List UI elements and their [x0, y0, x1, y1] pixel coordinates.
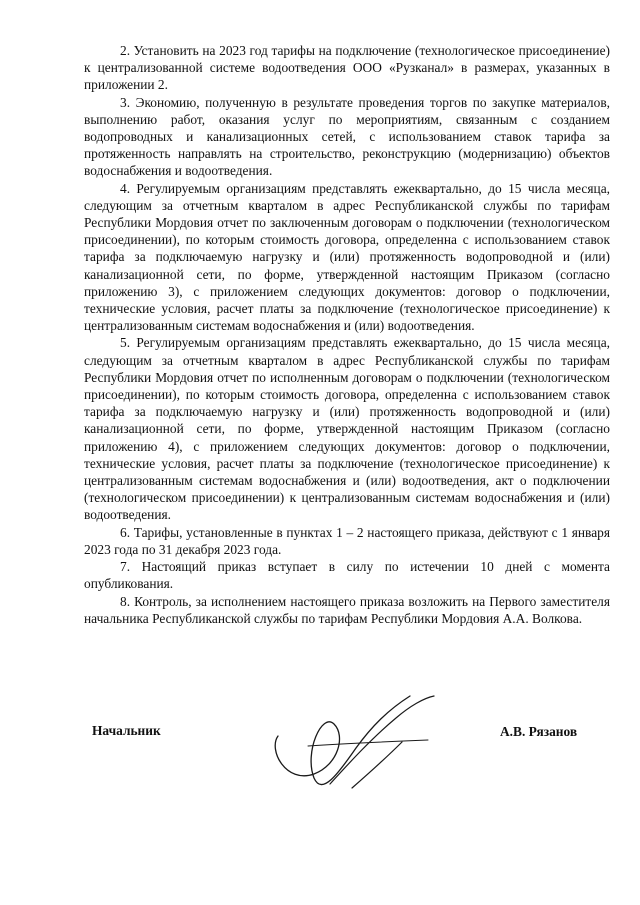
handwritten-signature-icon: [268, 688, 448, 808]
signatory-role: Начальник: [92, 723, 161, 738]
paragraph-7: 7. Настоящий приказ вступает в силу по истечении 10 дней с момента опубликования.: [84, 559, 610, 592]
paragraph-5: 5. Регулируемым организациям представлять ежеквартально, до 15 числа месяца, следующим за отчетным кварталом в адрес Республиканской службы по тарифам Республики Мордовия отчет по исполненным договорам о подключении (технологическом присоединении), по которым стоимость договора, определенна с использованием ставок тарифа за подключаемую нагрузку и (или) протяженность водопроводной и (или) канализационной сети, по форме, утвержденной настоящим Приказом (согласно приложению 4), с приложением следующих документов: договор о подключении, технические условия, расчет платы за подключение (технологическое присоединение) к централизованным системам водоснабжения и (или) водоотведения, акт о подключении (технологическом присоединении) к централизованным системам водоснабжения и (или) водоотведения.: [84, 335, 610, 523]
signatory-name: А.В. Рязанов: [500, 724, 578, 739]
document-body: [84, 42, 610, 627]
paragraph-6: 6. Тарифы, установленные в пунктах 1 – 2 настоящего приказа, действуют с 1 января 2023 года по 31 декабря 2023 года.: [84, 524, 610, 557]
paragraph-4: 4. Регулируемым организациям представлять ежеквартально, до 15 числа месяца, следующим за отчетным кварталом в адрес Республиканской службы по тарифам Республики Мордовия отчет по заключенным договорам о подключении (технологическом присоединении), по которым стоимость договора, определенна с использованием ставок тарифа за подключаемую нагрузку и (или) протяженность водопроводной и (или) канализационной сети, по форме, утвержденной настоящим Приказом (согласно приложению 3), с приложением следующих документов: договор о подключении, технические условия, расчет платы за подключение (технологическое присоединение) к централизованным системам водоснабжения и (или) водоотведения.: [84, 180, 610, 334]
paragraph-8: 8. Контроль, за исполнением настоящего приказа возложить на Первого заместителя начальника Республиканской службы по тарифам Республики Мордовия А.А. Волкова.: [84, 593, 610, 626]
paragraph-2: 2. Установить на 2023 год тарифы на подключение (технологическое присоединение) к централизованной системе водоотведения ООО «Рузканал» в размерах, указанных в приложении 2.: [84, 43, 610, 93]
paragraph-3: 3. Экономию, полученную в результате проведения торгов по закупке материалов, выполнению работ, оказания услуг по мероприятиям, связанным с созданием водопроводных и канализационных сетей, с использованием ставок тарифа за протяженность направлять на строительство, реконструкцию (модернизацию) объектов водоснабжения и водоотведения.: [84, 94, 610, 179]
